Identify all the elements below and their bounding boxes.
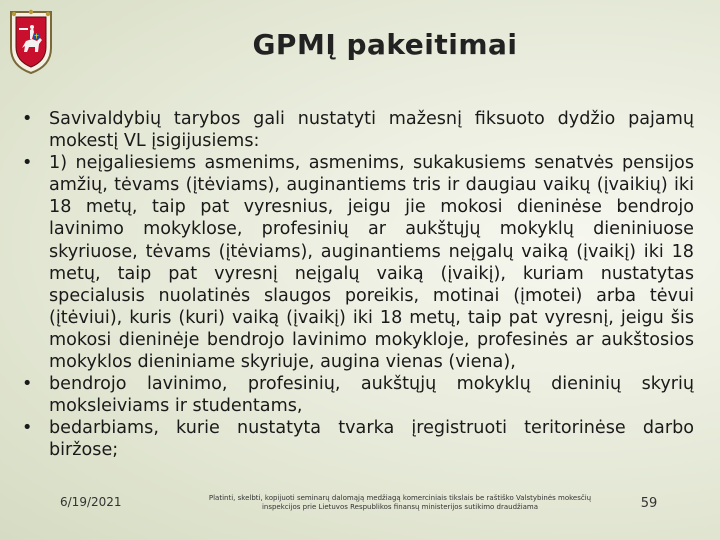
bullet-text: Savivaldybių tarybos gali nustatyti mažesnį fiksuoto dydžio pajamų mokestį VL įsigijusiems: — [49, 109, 694, 152]
bullet-marker: • — [22, 153, 33, 174]
bullet-text: bendrojo lavinimo, profesinių, aukštųjų mokyklų dieninių skyrių moksleiviams ir studentams, — [49, 374, 694, 417]
footer-copyright-note: Platinti, skelbti, kopijuoti seminarų dalomąją medžiagą komerciniais tikslais be raštiško Valstybinės mokesčių inspekcijos prie Lietuvos Respublikos finansų ministerijos sutikimo draudžiama — [208, 494, 592, 511]
bullet-marker: • — [22, 374, 33, 395]
bullet-item — [22, 108, 694, 152]
bullet-item — [22, 152, 694, 373]
bullet-text: 1) neįgaliesiems asmenims, asmenims, sukakusiems senatvės pensijos amžių, tėvams (įtėviams), auginantiems tris ir daugiau vaikų (įvaikių) iki 18 metų, taip pat vyresnius, jeigu jie mokosi dieninėse bendrojo lavinimo mokyklose, profesinių ar aukštųjų mokyklų dieniniuose skyriuose, tėvams (įtėviams), auginantiems neįgalų vaiką (įvaikį) iki 18 metų, taip pat vyresnį neįgalų vaiką (įvaikį), kuriam nustatytas specialusis nuolatinės slaugos poreikis, motinai (įmotei) arba tėvui (įtėviui), kuris (kuri) vaiką (įvaikį) iki 18 metų, taip pat vyresnį, jeigu šis mokosi dieninėje bendrojo lavinimo mokykloje, profesinės ar aukštosios mokyklos dieniniame skyriuje, augina vienas (viena), — [49, 153, 694, 373]
coat-of-arms-logo — [8, 8, 54, 76]
bullet-item — [22, 373, 694, 417]
bullet-item — [22, 417, 694, 461]
bullet-list — [22, 108, 694, 462]
bullet-marker: • — [22, 109, 33, 129]
slide-title: GPMĮ pakeitimai — [252, 28, 518, 61]
bullet-marker: • — [22, 418, 33, 439]
footer-date: 6/19/2021 — [60, 495, 122, 509]
bullet-text: bedarbiams, kurie nustatyta tvarka įregistruoti teritorinėse darbo biržose; — [49, 418, 694, 461]
page-number: 59 — [640, 496, 658, 511]
